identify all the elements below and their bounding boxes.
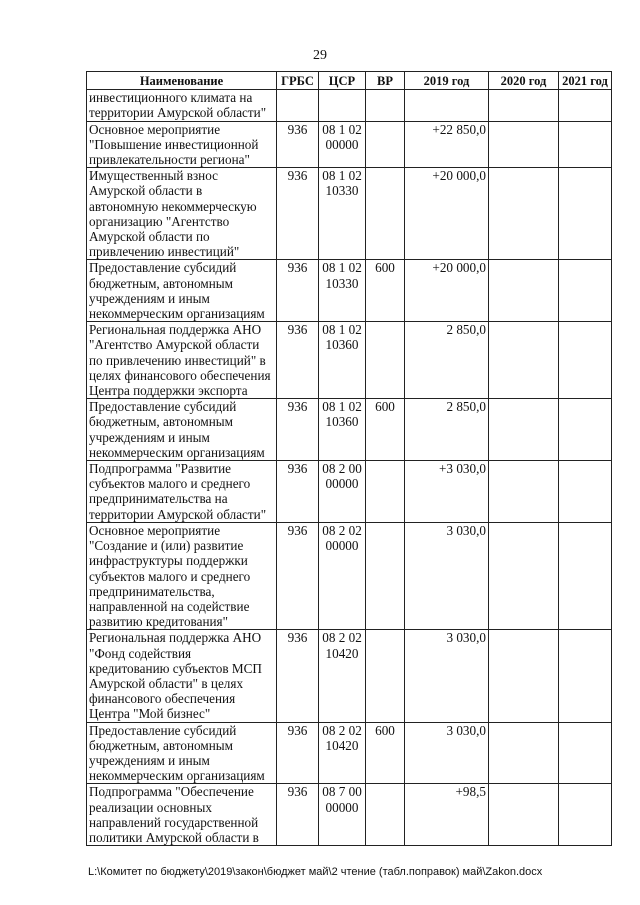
header-2020: 2020 год	[489, 72, 559, 90]
cell-y2019: 2 850,0	[405, 399, 489, 461]
cell-y2020	[489, 784, 559, 846]
table-header-row	[87, 72, 612, 90]
cell-y2021	[559, 522, 612, 629]
cell-name: Основное мероприятие "Создание и (или) развитие инфраструктуры поддержки субъектов малого и среднего предпринимательства, направленной на содействие развитию кредитования"	[87, 522, 277, 629]
cell-name: Региональная поддержка АНО "Агентство Амурской области по привлечению инвестиций" в целях финансового обеспечения Центра поддержки экспорта	[87, 322, 277, 399]
cell-y2021	[559, 461, 612, 523]
cell-grbs: 936	[277, 722, 319, 784]
cell-grbs: 936	[277, 784, 319, 846]
cell-y2020	[489, 461, 559, 523]
table-row	[87, 722, 612, 784]
cell-name: инвестиционного климата на территории Амурской области"	[87, 90, 277, 121]
table-row	[87, 522, 612, 629]
cell-y2021	[559, 121, 612, 168]
cell-grbs: 936	[277, 630, 319, 722]
cell-csr: 08 1 02 00000	[319, 121, 366, 168]
cell-vr: 600	[366, 260, 405, 322]
table-row	[87, 121, 612, 168]
header-grbs: ГРБС	[277, 72, 319, 90]
cell-name: Предоставление субсидий бюджетным, автономным учреждениям и иным некоммерческим организациям	[87, 260, 277, 322]
cell-name: Имущественный взнос Амурской области в автономную некоммерческую организацию "Агентство Амурской области по привлечению инвестиций"	[87, 168, 277, 260]
table-row	[87, 784, 612, 846]
cell-y2020	[489, 522, 559, 629]
cell-vr	[366, 461, 405, 523]
cell-y2021	[559, 630, 612, 722]
cell-vr	[366, 630, 405, 722]
header-2019: 2019 год	[405, 72, 489, 90]
cell-y2019: 3 030,0	[405, 722, 489, 784]
cell-csr: 08 2 02 10420	[319, 630, 366, 722]
cell-y2019: +22 850,0	[405, 121, 489, 168]
cell-y2021	[559, 90, 612, 121]
cell-name: Региональная поддержка АНО "Фонд содействия кредитованию субъектов МСП Амурской области" в целях финансового обеспечения Центра "Мой бизнес"	[87, 630, 277, 722]
cell-y2020	[489, 399, 559, 461]
cell-grbs: 936	[277, 121, 319, 168]
cell-vr: 600	[366, 399, 405, 461]
header-csr: ЦСР	[319, 72, 366, 90]
table-row	[87, 260, 612, 322]
table-row	[87, 90, 612, 121]
cell-vr	[366, 168, 405, 260]
table-row	[87, 461, 612, 523]
cell-grbs: 936	[277, 522, 319, 629]
cell-y2019	[405, 90, 489, 121]
cell-name: Предоставление субсидий бюджетным, автономным учреждениям и иным некоммерческим организациям	[87, 722, 277, 784]
cell-y2020	[489, 260, 559, 322]
budget-table	[86, 71, 612, 846]
cell-y2019: +3 030,0	[405, 461, 489, 523]
cell-y2019: +20 000,0	[405, 260, 489, 322]
cell-y2020	[489, 90, 559, 121]
header-name: Наименование	[87, 72, 277, 90]
cell-csr: 08 2 00 00000	[319, 461, 366, 523]
cell-name: Основное мероприятие "Повышение инвестиционной привлекательности региона"	[87, 121, 277, 168]
cell-y2020	[489, 722, 559, 784]
header-2021: 2021 год	[559, 72, 612, 90]
cell-vr	[366, 322, 405, 399]
table-row	[87, 168, 612, 260]
cell-vr: 600	[366, 722, 405, 784]
cell-csr: 08 1 02 10360	[319, 322, 366, 399]
cell-grbs: 936	[277, 168, 319, 260]
cell-csr	[319, 90, 366, 121]
cell-grbs: 936	[277, 461, 319, 523]
cell-csr: 08 1 02 10360	[319, 399, 366, 461]
cell-y2019: 3 030,0	[405, 630, 489, 722]
cell-y2021	[559, 399, 612, 461]
cell-csr: 08 1 02 10330	[319, 168, 366, 260]
cell-name: Подпрограмма "Развитие субъектов малого и среднего предпринимательства на территории Амурской области"	[87, 461, 277, 523]
cell-y2021	[559, 260, 612, 322]
cell-y2019: 2 850,0	[405, 322, 489, 399]
file-path-footer: L:\Комитет по бюджету\2019\закон\бюджет май\2 чтение (табл.поправок) май\Zakon.docx	[88, 866, 543, 878]
cell-csr: 08 7 00 00000	[319, 784, 366, 846]
cell-name: Подпрограмма "Обеспечение реализации основных направлений государственной политики Амурской области в	[87, 784, 277, 846]
cell-vr	[366, 522, 405, 629]
cell-y2020	[489, 322, 559, 399]
cell-y2020	[489, 168, 559, 260]
cell-grbs	[277, 90, 319, 121]
cell-name: Предоставление субсидий бюджетным, автономным учреждениям и иным некоммерческим организациям	[87, 399, 277, 461]
table-row	[87, 630, 612, 722]
cell-y2021	[559, 784, 612, 846]
cell-grbs: 936	[277, 399, 319, 461]
cell-vr	[366, 90, 405, 121]
table-row	[87, 322, 612, 399]
cell-y2021	[559, 322, 612, 399]
cell-y2019: +20 000,0	[405, 168, 489, 260]
header-vr: ВР	[366, 72, 405, 90]
cell-y2020	[489, 121, 559, 168]
cell-csr: 08 1 02 10330	[319, 260, 366, 322]
cell-grbs: 936	[277, 322, 319, 399]
cell-vr	[366, 121, 405, 168]
page-number: 29	[313, 48, 327, 63]
cell-y2021	[559, 168, 612, 260]
cell-grbs: 936	[277, 260, 319, 322]
cell-csr: 08 2 02 00000	[319, 522, 366, 629]
cell-vr	[366, 784, 405, 846]
cell-y2021	[559, 722, 612, 784]
table-row	[87, 399, 612, 461]
cell-y2019: +98,5	[405, 784, 489, 846]
cell-csr: 08 2 02 10420	[319, 722, 366, 784]
cell-y2019: 3 030,0	[405, 522, 489, 629]
cell-y2020	[489, 630, 559, 722]
